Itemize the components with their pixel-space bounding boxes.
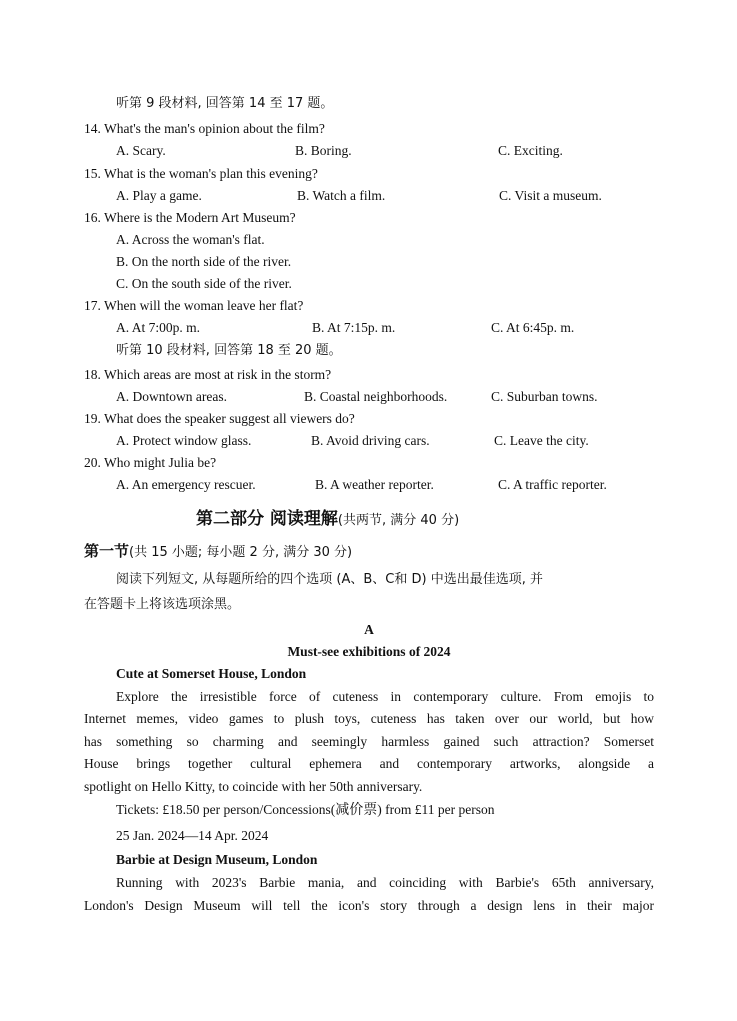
q18-option-b: B. Coastal neighborhoods. — [304, 389, 448, 404]
q20-option-b: B. A weather reporter. — [315, 477, 434, 492]
q17-option-a: A. At 7:00p. m. — [116, 320, 201, 335]
q17-option-c: C. At 6:45p. m. — [491, 320, 575, 335]
q16-option-c: C. On the south side of the river. — [116, 276, 292, 291]
part10-header: 听第 10 段材料, 回答第 18 至 20 题。 — [116, 343, 342, 358]
q19-option-b: B. Avoid driving cars. — [311, 433, 430, 448]
q15-option-c: C. Visit a museum. — [499, 188, 602, 203]
item1-tickets-concession: ) from £11 per person — [377, 802, 495, 817]
part2-heading — [196, 508, 459, 532]
q20-option-a: A. An emergency rescuer. — [116, 477, 256, 492]
q17-option-b: B. At 7:15p. m. — [312, 320, 396, 335]
q17-stem: 17. When will the woman leave her flat? — [84, 298, 304, 313]
passage-label: A — [364, 622, 374, 637]
q19-option-a: A. Protect window glass. — [116, 433, 252, 448]
q15-option-a: A. Play a game. — [116, 188, 202, 203]
q15-option-b: B. Watch a film. — [297, 188, 386, 203]
q18-stem: 18. Which areas are most at risk in the storm? — [84, 367, 332, 382]
part2-title: 第二部分 阅读理解 — [196, 509, 338, 529]
q16-stem: 16. Where is the Modern Art Museum? — [84, 210, 296, 225]
item1-dates: 25 Jan. 2024—14 Apr. 2024 — [116, 828, 269, 843]
item1-paragraph-line-2: Internet memes, video games to plush toys, cuteness has taken over our world, but how — [84, 711, 654, 726]
q14-stem: 14. What's the man's opinion about the film? — [84, 121, 325, 136]
item2-paragraph-line-1: Running with 2023's Barbie mania, and coinciding with Barbie's 65th anniversary, — [116, 875, 654, 890]
q18-option-a: A. Downtown areas. — [116, 389, 227, 404]
passage-title: Must-see exhibitions of 2024 — [287, 644, 451, 659]
section1-title: 第一节 — [84, 542, 130, 560]
item1-tickets — [116, 799, 494, 821]
part9-header: 听第 9 段材料, 回答第 14 至 17 题。 — [116, 96, 334, 111]
section1-heading — [84, 540, 352, 564]
item1-paragraph-line-5: spotlight on Hello Kitty, to coincide with her 50th anniversary. — [84, 779, 423, 794]
part2-note: (共两节, 满分 40 分) — [337, 513, 460, 528]
item1-tickets-cn-note: 减价票 — [335, 802, 378, 818]
q19-option-c: C. Leave the city. — [494, 433, 589, 448]
q18-option-c: C. Suburban towns. — [491, 389, 598, 404]
item1-paragraph-line-1: Explore the irresistible force of cuteness in contemporary culture. From emojis to — [116, 689, 654, 704]
q14-option-b: B. Boring. — [295, 143, 352, 158]
section1-note: (共 15 小题; 每小题 2 分, 满分 30 分) — [129, 545, 353, 560]
q16-option-a: A. Across the woman's flat. — [116, 232, 265, 247]
instruction-line-2: 在答题卡上将该选项涂黑。 — [84, 597, 241, 612]
q19-stem: 19. What does the speaker suggest all viewers do? — [84, 411, 355, 426]
item1-title: Cute at Somerset House, London — [116, 666, 307, 681]
q16-option-b: B. On the north side of the river. — [116, 254, 292, 269]
item1-paragraph-line-4: House brings together cultural ephemera and contemporary artworks, alongside a — [84, 756, 654, 771]
q20-stem: 20. Who might Julia be? — [84, 455, 217, 470]
item1-paragraph-line-3: has something so charming and seemingly harmless gained such attraction? Somerset — [84, 734, 654, 749]
q14-option-c: C. Exciting. — [498, 143, 563, 158]
q20-option-c: C. A traffic reporter. — [498, 477, 607, 492]
item2-paragraph-line-2: London's Design Museum will tell the icon's story through a design lens in their major — [84, 898, 654, 913]
item1-tickets-price: Tickets: £18.50 per person/Concessions( — [116, 802, 336, 817]
item2-title: Barbie at Design Museum, London — [116, 852, 318, 867]
q14-option-a: A. Scary. — [116, 143, 166, 158]
instruction-line-1: 阅读下列短文, 从每题所给的四个选项 (A、B、C和 D) 中选出最佳选项, 并 — [116, 572, 543, 587]
q15-stem: 15. What is the woman's plan this evening? — [84, 166, 318, 181]
